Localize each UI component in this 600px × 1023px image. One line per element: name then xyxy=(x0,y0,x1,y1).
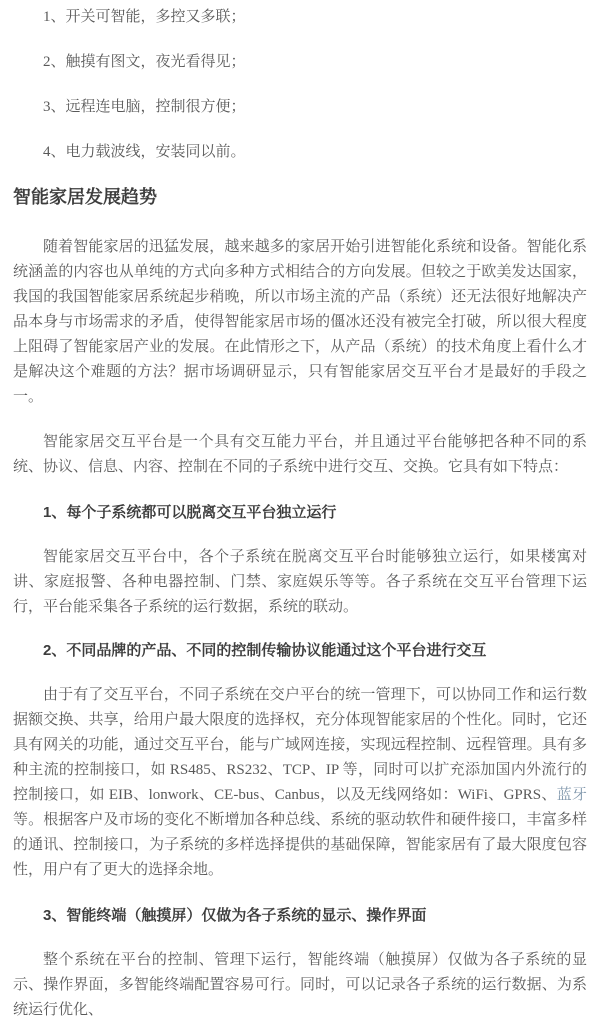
subheading-protocol-interaction: 2、不同品牌的产品、不同的控制传输协议能通过这个平台进行交互 xyxy=(43,642,487,659)
paragraph-intro: 随着智能家居的迅猛发展，越来越多的家居开始引进智能化系统和设备。智能化系统涵盖的内容也从单纯的方式向多种方式相结合的方向发展。但较之于欧美发达国家，我国的我国智能家居系统起步稍晚，所以市场主流的产品（系统）还无法很好地解决产品本身与市场需求的矛盾，使得智能家居市场的僵冰还没有被完全打破，所以很大程度上阻碍了智能家居产业的发展。在此情形之下，从产品（系统）的技术角度上看什么才是解决这个难题的方法？据市场调研显示，只有智能家居交互平台才是最好的手段之一。 xyxy=(13,239,587,405)
paragraph-independent-operation: 智能家居交互平台中，各个子系统在脱离交互平台时能够独立运行，如果楼寓对讲、家庭报警、各种电器控制、门禁、家庭娱乐等等。各子系统在交互平台管理下运行，平台能采集各子系统的运行数据，系统的联动。 xyxy=(13,549,587,615)
subheading-independent-operation: 1、每个子系统都可以脱离交互平台独立运行 xyxy=(43,504,337,521)
paragraph-smart-terminal: 整个系统在平台的控制、管理下运行，智能终端（触摸屏）仅做为各子系统的显示、操作界面，多智能终端配置容易可行。同时，可以记录各子系统的运行数据、为系统运行优化、 xyxy=(13,952,587,1018)
feature-item-remote: 3、远程连电脑，控制很方便； xyxy=(43,99,246,115)
section-heading-trends: 智能家居发展趋势 xyxy=(13,187,157,207)
paragraph-protocol-interaction xyxy=(13,683,587,883)
paragraph-platform-definition: 智能家居交互平台是一个具有交互能力平台，并且通过平台能够把各种不同的系统、协议、信息、内容、控制在不同的子系统中进行交互、交换。它具有如下特点： xyxy=(13,434,587,475)
paragraph-protocol-text-before: 由于有了交互平台，不同子系统在交户平台的统一管理下，可以协同工作和运行数据额交换、共享，给用户最大限度的选择权，充分体现智能家居的个性化。同时，它还具有网关的功能，通过交互平台，能与广域网连接，实现远程控制、远程管理。具有多种主流的控制接口，如 RS485、RS232、TCP、IP 等，同时可以扩充添加国内外流行的控制接口，如 EIB、lonwork、CE-bus、Canbus，以及无线网络如：WiFi、GPRS、 xyxy=(13,687,587,803)
paragraph-protocol-text-after: 等。根据客户及市场的变化不断增加各种总线、系统的驱动软件和硬件接口，丰富多样的通讯、控制接口，为子系统的多样选择提供的基础保障，智能家居有了最大限度包容性，用户有了更大的选择余地。 xyxy=(13,812,587,878)
feature-item-switch: 1、开关可智能，多控又多联； xyxy=(43,9,246,25)
subheading-smart-terminal: 3、智能终端（触摸屏）仅做为各子系统的显示、操作界面 xyxy=(43,907,427,924)
feature-item-touch: 2、触摸有图文，夜光看得见； xyxy=(43,54,246,70)
feature-item-powerline: 4、电力载波线，安装同以前。 xyxy=(43,144,246,160)
bluetooth-keyword-link[interactable]: 蓝牙 xyxy=(556,787,587,803)
